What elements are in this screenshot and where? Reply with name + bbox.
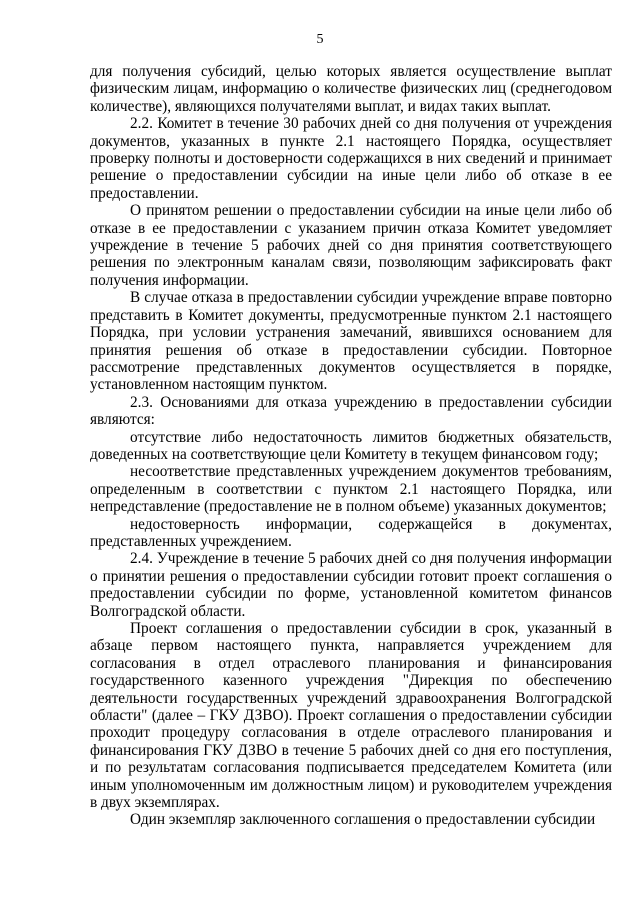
list-item-inaccuracy: недостоверность информации, содержащейся в документах, представленных учреждением.: [90, 515, 612, 550]
paragraph-resubmission: В случае отказа в предоставлении субсидии учреждение вправе повторно представить в Комитет документы, предусмотренные пунктом 2.1 настоящего Порядка, при условии устранения замечаний, явившихся основанием для принятия решения об отказе в предоставлении субсидии. Повторное рассмотрение представленных документов осуществляется в порядке, установленном настоящим пунктом.: [90, 289, 612, 394]
list-item-noncompliance: несоответствие представленных учреждением документов требованиям, определенным в соответствии с пунктом 2.1 настоящего Порядка, или непредставление (предоставление не в полном объеме) указанных документов;: [90, 463, 612, 516]
document-body: [90, 63, 612, 829]
paragraph-decision-notice: О принятом решении о предоставлении субсидии на иные цели либо об отказе в ее предоставлении с указанием причин отказа Комитет уведомляет учреждение в течение 5 рабочих дней со дня принятия соответствующего решения по электронным каналам связи, позволяющим зафиксировать факт получения информации.: [90, 202, 612, 289]
paragraph-2-4: 2.4. Учреждение в течение 5 рабочих дней со дня получения информации о принятии решения о предоставлении субсидии готовит проект соглашения о предоставлении субсидии по форме, установленной комитетом финансов Волгоградской области.: [90, 550, 612, 620]
page-number: 5: [316, 32, 324, 47]
paragraph-2-3: 2.3. Основаниями для отказа учреждению в предоставлении субсидии являются:: [90, 393, 612, 429]
list-item-limits: отсутствие либо недостаточность лимитов бюджетных обязательств, доведенных на соответствующие цели Комитету в текущем финансовом году;: [90, 428, 612, 463]
paragraph-continuation: для получения субсидий, целью которых является осуществление выплат физическим лицам, информацию о количестве физических лиц (среднегодовом количестве), являющихся получателями выплат, и видах таких выплат.: [90, 63, 612, 115]
paragraph-2-2: 2.2. Комитет в течение 30 рабочих дней со дня получения от учреждения документов, указанных в пункте 2.1 настоящего Порядка, осуществляет проверку полноты и достоверности содержащихся в них сведений и принимает решение о предоставлении субсидии на иные цели либо об отказе в ее предоставлении.: [90, 115, 612, 202]
paragraph-agreement-approval: Проект соглашения о предоставлении субсидии в срок, указанный в абзаце первом настоящего пункта, направляется учреждением для согласования в отдел отраслевого планирования и финансирования государственного казенного учреждения "Дирекция по обеспечению деятельности государственных учреждений здравоохранения Волгоградской области" (далее – ГКУ ДЗВО). Проект соглашения о предоставлении субсидии проходит процедуру согласования в отделе отраслевого планирования и финансирования ГКУ ДЗВО в течение 5 рабочих дней со дня его поступления, и по результатам согласования подписывается председателем Комитета (или иным уполномоченным им должностным лицом) и руководителем учреждения в двух экземплярах.: [90, 620, 612, 812]
paragraph-agreement-copy: Один экземпляр заключенного соглашения о предоставлении субсидии: [130, 811, 596, 829]
